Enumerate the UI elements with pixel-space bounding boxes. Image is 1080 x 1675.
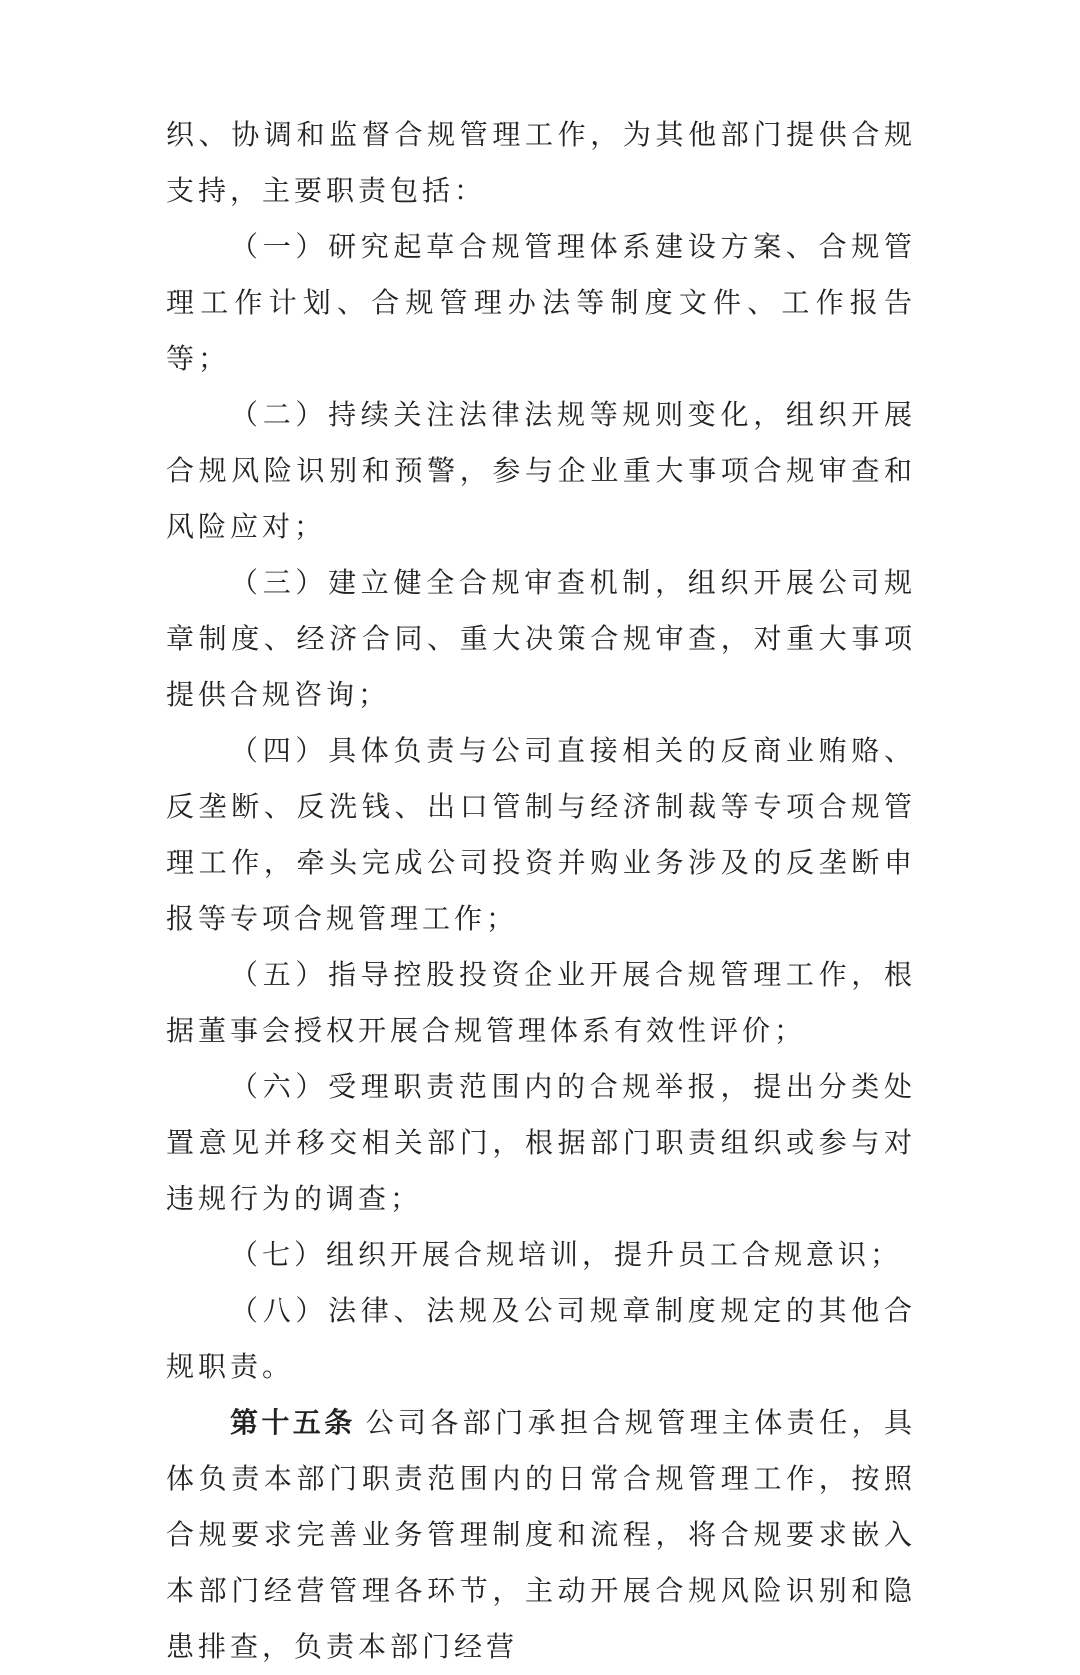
article-15-body: 公司各部门承担合规管理主体责任，具体负责本部门职责范围内的日常合规管理工作，按照合规要求完善业务管理制度和流程，将合规要求嵌入本部门经营管理各环节，主动开展合规风险识别和隐患排查，负责本部门经营 bbox=[166, 1406, 916, 1663]
paragraph-duty-8: （八）法律、法规及公司规章制度规定的其他合规职责。 bbox=[166, 1294, 916, 1383]
paragraph-duty-4: （四）具体负责与公司直接相关的反商业贿赂、反垄断、反洗钱、出口管制与经济制裁等专项合规管理工作，牵头完成公司投资并购业务涉及的反垄断申报等专项合规管理工作； bbox=[166, 734, 916, 935]
document-body bbox=[166, 107, 916, 1675]
paragraph-duty-6: （六）受理职责范围内的合规举报，提出分类处置意见并移交相关部门，根据部门职责组织或参与对违规行为的调查； bbox=[166, 1070, 916, 1215]
paragraph-duty-2: （二）持续关注法律法规等规则变化，组织开展合规风险识别和预警，参与企业重大事项合规审查和风险应对； bbox=[166, 398, 916, 543]
paragraph-intro: 织、协调和监督合规管理工作，为其他部门提供合规支持，主要职责包括： bbox=[166, 118, 916, 207]
paragraph-duty-7: （七）组织开展合规培训，提升员工合规意识； bbox=[230, 1238, 903, 1271]
paragraph-duty-5: （五）指导控股投资企业开展合规管理工作，根据董事会授权开展合规管理体系有效性评价； bbox=[166, 958, 916, 1047]
article-15-heading: 第十五条 bbox=[230, 1406, 356, 1439]
paragraph-duty-1: （一）研究起草合规管理体系建设方案、合规管理工作计划、合规管理办法等制度文件、工作报告等； bbox=[166, 230, 916, 375]
article-15 bbox=[166, 1395, 916, 1675]
paragraph-duty-3: （三）建立健全合规审查机制，组织开展公司规章制度、经济合同、重大决策合规审查，对重大事项提供合规咨询； bbox=[166, 566, 916, 711]
